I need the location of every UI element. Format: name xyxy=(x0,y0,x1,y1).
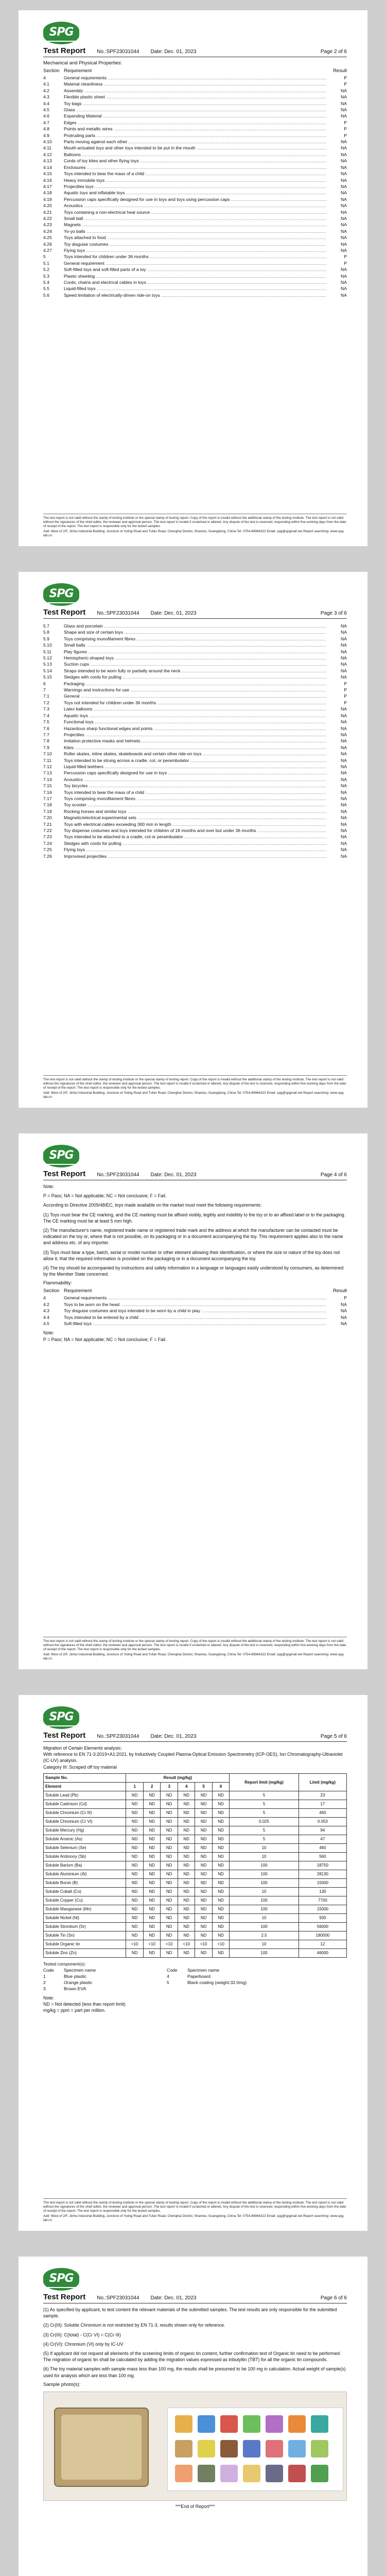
requirement-row: 7.9 Kites ..... NA xyxy=(43,744,347,751)
table-row: Soluble Strontium (Sr) ND ND ND ND ND ND 100 56000 xyxy=(44,1922,347,1931)
requirement-row: 5.3 Plastic sheeting ..... NA xyxy=(43,273,347,279)
requirement-row: 5.7 Glass and porcelain ..... NA xyxy=(43,623,347,629)
spg-logo: SPG xyxy=(43,1145,79,1167)
migration-table: Sample No. Result (mg/kg) Report limit (mg/kg) Limit (mg/kg) Element 1 2 3 4 5 6 Soluble Lead (Pb) ND ND ND ND ND ND 5 23 Soluble Cadmium (Cd) ND ND ND ND ND ND 5 17 Soluble Chromium (Cr III) ND ND ND ND ND ND 5 460 Soluble Chromium (Cr VI) ND ND ND ND ND ND 0.025 0.053 Soluble Mercury (Hg) ND ND ND ND ND ND 5 94 Soluble Arsenic (As) ND ND ND ND ND ND 5 47 Soluble Selenium (Se) ND ND ND ND ND ND 10 460 Soluble Antimony (Sb) ND ND ND ND ND ND 10 560 Soluble Barium (Ba) ND ND ND ND ND ND 100 18750 Soluble Aluminium (Al) ND ND ND ND ND ND 100 28130 Soluble Boron (B) ND ND ND ND ND ND 100 15000 Soluble Cobalt (Co) ND ND ND ND ND ND 10 130 Soluble Copper (Cu) ND ND ND ND ND ND 100 7700 Soluble Manganese (Mn) ND ND ND ND ND ND 100 15000 Soluble Nickel (Ni) ND ND ND ND ND ND 10 930 Soluble Strontium (Sr) ND ND ND ND ND ND 100 56000 Soluble Tin (Sn) ND ND ND ND ND ND 2.5 180000 Soluble Organic tin <10 <10 <10 <10 <10 <10 10 12 Soluble Zinc (Zn) ND ND ND ND ND ND 100 46000 xyxy=(43,1773,347,1958)
table-row: Soluble Copper (Cu) ND ND ND ND ND ND 100 7700 xyxy=(44,1896,347,1905)
report-title: Test Report xyxy=(43,2293,86,2301)
flammability-title: Flammability: xyxy=(43,1280,72,1286)
table-row: Soluble Lead (Pb) ND ND ND ND ND ND 5 23 xyxy=(44,1791,347,1800)
requirement-row: 4.2 Assembly ..... NA xyxy=(43,88,347,94)
report-number: No.:SPF23031044 xyxy=(97,611,139,616)
requirement-row: 5.11 Play figures ..... NA xyxy=(43,649,347,655)
page-footer: The test report is not valid without the stamp of testing institute or the special stamp of testing report. Copy of the report is invalid without the additional stamp of the testing institute. The test report is not valid without the signatures of the chief editor, the reviewer and approval person. The test report is invalid if scratched or altered. Any dispute of the test is reserved, responding within five working days from the date of receipt of the report. The test report is responsible only for the tested samples. Add: West of 2/F, Jinhui Industrial Building, Juncture of Yuling Road and Tufan Road, Chenghai District, Shantou, Guangdong, China Tel: 0754-89964322 Email: spg@spgmail.net Report searching: www.spg-lab.cn xyxy=(43,2198,347,2224)
requirement-row: 5.6 Speed limitation of electrically-driven ride-on toys ..... NA xyxy=(43,292,347,298)
spg-logo: SPG xyxy=(43,22,79,44)
spg-logo: SPG xyxy=(43,2268,79,2291)
note-paragraph: (1) Toys must bear the CE marking, and the CE marking must be affixed visibly, legibly and indelibly to the toy or to an affixed label or to the packaging. The CE marking must be at least 5 mm high. xyxy=(43,1212,346,1224)
report-title: Test Report xyxy=(43,1731,86,1740)
requirement-row: 5.2 Soft-filled toys and soft-filled parts of a toy ..... NA xyxy=(43,266,347,273)
report-date: Date: Dec. 01, 2023 xyxy=(150,611,197,616)
requirement-row: 7.23 Toys intended to be attached to a cradle, cot or perambulator ..... NA xyxy=(43,834,347,840)
requirement-row: 7.15 Toy bicycles ..... NA xyxy=(43,783,347,789)
requirement-row: 5.4 Cords, chains and electrical cables in toys ..... NA xyxy=(43,279,347,285)
report-title: Test Report xyxy=(43,608,86,617)
requirement-row: 7.18 Toy scooter ..... NA xyxy=(43,802,347,808)
requirement-row: 7.13 Percussion caps specifically designed for use in toys ..... NA xyxy=(43,770,347,776)
note-paragraph: (2) The manufacturer's name, registered trade name or registered trade mark and the address at which the manufacturer can be contacted must be indicated on the toy or, where that is not possible, on its packaging or in a document accompanying the toy. This requirement applies also to the name and address etc. of any importer. xyxy=(43,1228,343,1246)
requirement-row: 5.12 Hemispheric-shaped toys ..... NA xyxy=(43,655,347,661)
sample-photo xyxy=(43,2392,347,2501)
table-row: Soluble Aluminium (Al) ND ND ND ND ND ND 100 28130 xyxy=(44,1870,347,1878)
tested-components: Tested component(s): Code Specimen name Code Specimen name 1 Blue plastic 4 Paperboard 2 Orange plastic 5 Black coating (weight:32.0mg) 3 Brown EVA xyxy=(43,1961,347,1992)
report-number: No.:SPF23031044 xyxy=(97,2295,139,2301)
tested-list xyxy=(43,1973,347,1992)
requirement-row: 4.4 Toy bags ..... NA xyxy=(43,100,347,107)
requirement-row: 4.19 Percussion caps specifically designed for use in toys and toys using percussion caps ..... NA xyxy=(43,196,347,202)
table-row: Soluble Boron (B) ND ND ND ND ND ND 100 15000 xyxy=(44,1878,347,1887)
table-row: Soluble Tin (Sn) ND ND ND ND ND ND 2.5 180000 xyxy=(44,1931,347,1940)
requirement-row: 7.2 Toys not intended for children under 36 months ..... P xyxy=(43,700,347,706)
requirement-row: 7.3 Latex balloons ..... NA xyxy=(43,706,347,712)
requirement-row: 4.14 Enclosures ..... NA xyxy=(43,164,347,171)
report-title: Test Report xyxy=(43,46,86,55)
section-subtitle: Mechanical and Physical Properties: xyxy=(43,60,122,66)
flammability-list xyxy=(43,1295,347,1327)
game-pieces-image xyxy=(167,2408,343,2491)
requirement-row: 4.7 Edges ..... P xyxy=(43,120,347,126)
requirement-row: 5.10 Small balls ..... NA xyxy=(43,642,347,648)
report-date: Date: Dec. 01, 2023 xyxy=(150,1734,197,1739)
end-of-report: ***End of Report*** xyxy=(175,2503,215,2509)
requirement-row: 7.6 Hazardous sharp functional edges and points ..... NA xyxy=(43,725,347,732)
component-row: 2 Orange plastic 5 Black coating (weight:32.0mg) xyxy=(43,1979,247,1985)
report-title: Test Report xyxy=(43,1170,86,1178)
note-paragraph: (4) Cr(VI): Chromium (VI) only by IC-UV. xyxy=(43,2341,125,2347)
note-paragraph: P = Pass; NA = Not applicable; NC = Not conclusive; F = Fail. xyxy=(43,1193,167,1199)
note-paragraph: (2) Cr(III): Soluble Chromium is not restricted by EN 71-3, results shown only for reference. xyxy=(43,2323,225,2328)
requirement-row: 7.8 Imitation protective masks and helmets ..... NA xyxy=(43,738,347,744)
requirement-row: 7.4 Aquatic toys ..... NA xyxy=(43,713,347,719)
spg-logo: SPG xyxy=(43,1706,79,1729)
photo-title: Sample photo(s): xyxy=(43,2381,81,2387)
spg-logo: SPG xyxy=(43,583,79,606)
page-header xyxy=(43,2293,347,2303)
table-row: Soluble Cadmium (Cd) ND ND ND ND ND ND 5 17 xyxy=(44,1800,347,1808)
table-row: Soluble Zinc (Zn) ND ND ND ND ND ND 100 46000 xyxy=(44,1948,347,1957)
requirement-row: 4.9 Protruding parts ..... P xyxy=(43,132,347,139)
report-number: No.:SPF23031044 xyxy=(97,1734,139,1739)
requirement-row: 4 General requirements ..... P xyxy=(43,75,347,81)
report-number: No.:SPF23031044 xyxy=(97,1172,139,1178)
requirement-row: 4.10 Parts moving against each other ..... NA xyxy=(43,139,347,145)
tin-box-image xyxy=(54,2408,149,2487)
migration-notes: Note: ND = Not detected (less than report limit) mg/kg = ppm = part per million. xyxy=(43,1995,126,2013)
requirement-row: 6 Packaging ..... P xyxy=(43,681,347,687)
note-paragraph: (5) If applicant did not request all elements of the screening limits of organic tin content, further confirmation test of Organic tin need to be performed. The migration of organic tin shall be calculated by adding the migration values expressed as tributyltin (TBT) for all the organic tin compounds. xyxy=(43,2351,341,2363)
requirement-row: 4.26 Toy disguise costumes ..... NA xyxy=(43,241,347,247)
requirement-row: 5.14 Straps intended to be worn fully or partially around the neck ..... NA xyxy=(43,668,347,674)
report-number: No.:SPF23031044 xyxy=(97,49,139,55)
note-paragraph: (3) Toys must bear a type, batch, serial or model number or other element allowing their identification, or where the size or nature of the toy does not allow it, that the required information is provided on the packaging or in a document accompanying the toy. xyxy=(43,1249,340,1261)
note-paragraph: Note: xyxy=(43,1184,55,1189)
table-header: Section Requirement Result xyxy=(43,1288,347,1294)
page-footer: The test report is not valid without the stamp of testing institute or the special stamp of testing report. Copy of the report is invalid without the additional stamp of the testing institute. The test report is not valid without the signatures of the chief editor, the reviewer and approval person. The test report is invalid if scratched or altered. Any dispute of the test is reserved, responding within five working days from the date of receipt of the report. The test report is responsible only for the tested samples. Add: West of 2/F, Jinhui Industrial Building, Juncture of Yuling Road and Tufan Road, Chenghai District, Shantou, Guangdong, China Tel: 0754-89964322 Email: spg@spgmail.net Report searching: www.spg-lab.cn xyxy=(43,1075,347,1100)
requirement-row: 4.13 Cords of toy kites and other flying toys ..... NA xyxy=(43,158,347,164)
requirement-row: 4.4 Toys intended to be entered by a child ..... NA xyxy=(43,1314,347,1320)
report-date: Date: Dec. 01, 2023 xyxy=(150,2295,197,2301)
note-paragraph: According to Directive 2009/48/EC, toys made available on the market must meet the following requirements: xyxy=(43,1202,262,1208)
page-header xyxy=(43,1170,347,1180)
report-date: Date: Dec. 01, 2023 xyxy=(150,1172,197,1178)
report-page-2 xyxy=(19,10,367,546)
requirement-row: 4.3 Flexible plastic sheet ..... NA xyxy=(43,94,347,100)
requirement-row: 4.8 Points and metallic wires ..... P xyxy=(43,126,347,132)
table-row: Soluble Barium (Ba) ND ND ND ND ND ND 100 18750 xyxy=(44,1861,347,1870)
requirement-row: 7.14 Acoustics ..... NA xyxy=(43,776,347,783)
requirement-row: 4.5 Soft-filled toys ..... NA xyxy=(43,1320,347,1327)
table-row: Soluble Organic tin <10 <10 <10 <10 <10 <10 10 12 xyxy=(44,1940,347,1948)
requirement-row: 7.24 Sledges with cords for pulling ..... NA xyxy=(43,840,347,846)
requirement-row: 5.15 Sledges with cords for pulling ..... NA xyxy=(43,674,347,680)
requirement-row: 4.22 Small ball ..... NA xyxy=(43,215,347,222)
table-row: Soluble Selenium (Se) ND ND ND ND ND ND 10 460 xyxy=(44,1843,347,1852)
table-row: Soluble Chromium (Cr III) ND ND ND ND ND ND 5 460 xyxy=(44,1808,347,1817)
requirement-row: 7.16 Toys intended to bear the mass of a child ..... NA xyxy=(43,789,347,795)
test-notes xyxy=(43,2307,347,2379)
requirement-row: 4 General requirements ..... P xyxy=(43,1295,347,1301)
report-page-4 xyxy=(19,1133,367,1669)
requirement-row: 4.20 Acoustics ..... NA xyxy=(43,202,347,209)
requirement-row: 5.1 General requirement ..... P xyxy=(43,260,347,266)
requirement-row: 7.21 Toys with electrical cables exceeding 300 mm in length ..... NA xyxy=(43,821,347,827)
requirements-list xyxy=(43,75,347,298)
requirement-row: 7.5 Functional toys ..... NA xyxy=(43,719,347,725)
requirement-row: 7 Warnings and instructions for use ..... P xyxy=(43,687,347,693)
report-date: Date: Dec. 01, 2023 xyxy=(150,49,197,55)
requirement-row: 4.23 Magnets ..... NA xyxy=(43,222,347,228)
report-page-3 xyxy=(19,572,367,1108)
page-header xyxy=(43,46,347,57)
report-page-5 xyxy=(19,1695,367,2231)
report-page-6 xyxy=(19,2257,367,2576)
page-footer: The test report is not valid without the stamp of testing institute or the special stamp of testing report. Copy of the report is invalid without the additional stamp of the testing institute. The test report is not valid without the signatures of the chief editor, the reviewer and approval person. The test report is invalid if scratched or altered. Any dispute of the test is reserved, responding within five working days from the date of receipt of the report. The test report is responsible only for the tested samples. Add: West of 2/F, Jinhui Industrial Building, Juncture of Yuling Road and Tufan Road, Chenghai District, Shantou, Guangdong, China Tel: 0754-89964322 Email: spg@spgmail.net Report searching: www.spg-lab.cn xyxy=(43,514,347,539)
table-header: Section Requirement Result xyxy=(43,68,347,74)
requirement-row: 4.1 Material cleanliness ..... P xyxy=(43,81,347,87)
page-number: Page 5 of 6 xyxy=(320,1734,347,1739)
table-row: Soluble Chromium (Cr VI) ND ND ND ND ND ND 0.025 0.053 xyxy=(44,1817,347,1826)
requirement-row: 7.10 Roller skates, inline skates, skateboards and certain other ride-on toys ..... NA xyxy=(43,751,347,757)
flammability-note: Note: P = Pass; NA = Not applicable; NC = Not conclusive; F = Fail. xyxy=(43,1330,167,1342)
requirement-row: 4.11 Mouth-actuated toys and other toys intended to be put in the mouth ..... NA xyxy=(43,145,347,151)
requirement-row: 7.25 Flying toys ..... NA xyxy=(43,846,347,853)
requirement-row: 7.11 Toys intended to be strung across a cradle, cot, or perambulator ..... NA xyxy=(43,757,347,764)
table-row: Soluble Manganese (Mn) ND ND ND ND ND ND 100 15000 xyxy=(44,1905,347,1913)
ce-notes xyxy=(43,1183,347,1277)
component-row: 3 Brown EVA xyxy=(43,1986,86,1991)
page-header xyxy=(43,608,347,619)
requirements-list xyxy=(43,623,347,859)
page-number: Page 2 of 6 xyxy=(320,49,347,55)
table-row: Soluble Nickel (Ni) ND ND ND ND ND ND 10 930 xyxy=(44,1913,347,1922)
requirement-row: 7.1 General ..... P xyxy=(43,693,347,699)
requirement-row: 4.6 Expanding Material ..... NA xyxy=(43,113,347,119)
requirement-row: 4.12 Balloons ..... NA xyxy=(43,151,347,158)
requirement-row: 4.24 Yo-yo balls ..... NA xyxy=(43,228,347,234)
requirement-row: 4.5 Glass ..... NA xyxy=(43,107,347,113)
page-number: Page 3 of 6 xyxy=(320,611,347,616)
table-row: Soluble Mercury (Hg) ND ND ND ND ND ND 5 94 xyxy=(44,1826,347,1835)
note-paragraph: (1) As specified by applicant, to test content the relevant materials of the submitted samples. The test results are only responsible for the submitted sample. xyxy=(43,2307,337,2319)
page-footer: The test report is not valid without the stamp of testing institute or the special stamp of testing report. Copy of the report is invalid without the additional stamp of the testing institute. The test report is not valid without the signatures of the chief editor, the reviewer and approval person. The test report is invalid if scratched or altered. Any dispute of the test is reserved, responding within five working days from the date of receipt of the report. The test report is responsible only for the tested samples. Add: West of 2/F, Jinhui Industrial Building, Juncture of Yuling Road and Tufan Road, Chenghai District, Shantou, Guangdong, China Tel: 0754-89964322 Email: spg@spgmail.net Report searching: www.spg-lab.cn xyxy=(43,1637,347,1662)
requirement-row: 7.22 Toy dispense costumes and toys intended for children of 18 months and over but under 36 months ..... NA xyxy=(43,827,347,834)
requirement-row: 4.18 Aquatic toys and inflatable toys ..... NA xyxy=(43,190,347,196)
requirement-row: 4.27 Flying toys ..... NA xyxy=(43,247,347,253)
requirement-row: 7.26 Improvised projectiles ..... NA xyxy=(43,853,347,859)
table-row: Soluble Antimony (Sb) ND ND ND ND ND ND 10 560 xyxy=(44,1852,347,1861)
requirement-row: 5.9 Toys comprising monofilament fibres ..... NA xyxy=(43,636,347,642)
migration-rows xyxy=(44,1791,347,1957)
migration-intro: Migration of Certain Elements analysis: With reference to EN 71-3:2019+A1:2021, by Inductively Coupled Plasma-Optical Emission Spectrometry (ICP-OES), Ion Chromatography-Ultraviolet (IC-UV) analysis. Category III: Scraped off toy material xyxy=(43,1745,343,1770)
note-paragraph: (3) Cr(III): C(total) - C(Cr VI) = C(Cr III) xyxy=(43,2332,121,2337)
requirement-row: 7.7 Projectiles ..... NA xyxy=(43,732,347,738)
requirement-row: 4.3 Toy disguise costumes and toys intended to be worn by a child in play ..... NA xyxy=(43,1308,347,1314)
note-paragraph: (6) The toy material samples with sample mass less than 100 mg, the results shall be presumed to be 100 mg in calculation. Actual weight of sample(s) used for analysis which are less than 100 mg. xyxy=(43,2366,346,2378)
requirement-row: 4.25 Toys attached to food ..... NA xyxy=(43,234,347,241)
page-number: Page 4 of 6 xyxy=(320,1172,347,1178)
requirement-row: 7.17 Toys comprising monofilament fibres ..... NA xyxy=(43,795,347,802)
page-header xyxy=(43,1731,347,1742)
requirement-row: 5 Toys intended for children under 36 months ..... P xyxy=(43,253,347,260)
requirement-row: 7.12 Liquid-filled teethers ..... NA xyxy=(43,764,347,770)
note-paragraph: (4) The toy should be accompanied by instructions and safety information in a language or languages easily understood by consumers, as determined by the Member State concerned. xyxy=(43,1265,344,1277)
requirement-row: 7.19 Rocking horses and similar toys ..... NA xyxy=(43,808,347,815)
requirement-row: 4.21 Toys containing a non-electrical heat source ..... NA xyxy=(43,209,347,215)
page-number: Page 6 of 6 xyxy=(320,2295,347,2301)
requirement-row: 4.15 Toys intended to bear the mass of a child ..... NA xyxy=(43,171,347,177)
table-row: Soluble Cobalt (Co) ND ND ND ND ND ND 10 130 xyxy=(44,1887,347,1896)
table-row: Soluble Arsenic (As) ND ND ND ND ND ND 5 47 xyxy=(44,1835,347,1843)
component-row: 1 Blue plastic 4 Paperboard xyxy=(43,1973,210,1979)
requirement-row: 4.2 Toys to be worn on the head ..... NA xyxy=(43,1301,347,1308)
requirement-row: 4.17 Projectiles toys ..... NA xyxy=(43,183,347,190)
requirement-row: 4.16 Heavy immobile toys ..... NA xyxy=(43,177,347,183)
requirement-row: 5.13 Suction cups ..... NA xyxy=(43,661,347,667)
requirement-row: 7.20 Magnetic/electrical experimental sets ..... NA xyxy=(43,815,347,821)
requirement-row: 5.8 Shape and size of certain toys ..... NA xyxy=(43,629,347,635)
requirement-row: 5.5 Liquid-filled toys ..... NA xyxy=(43,285,347,292)
